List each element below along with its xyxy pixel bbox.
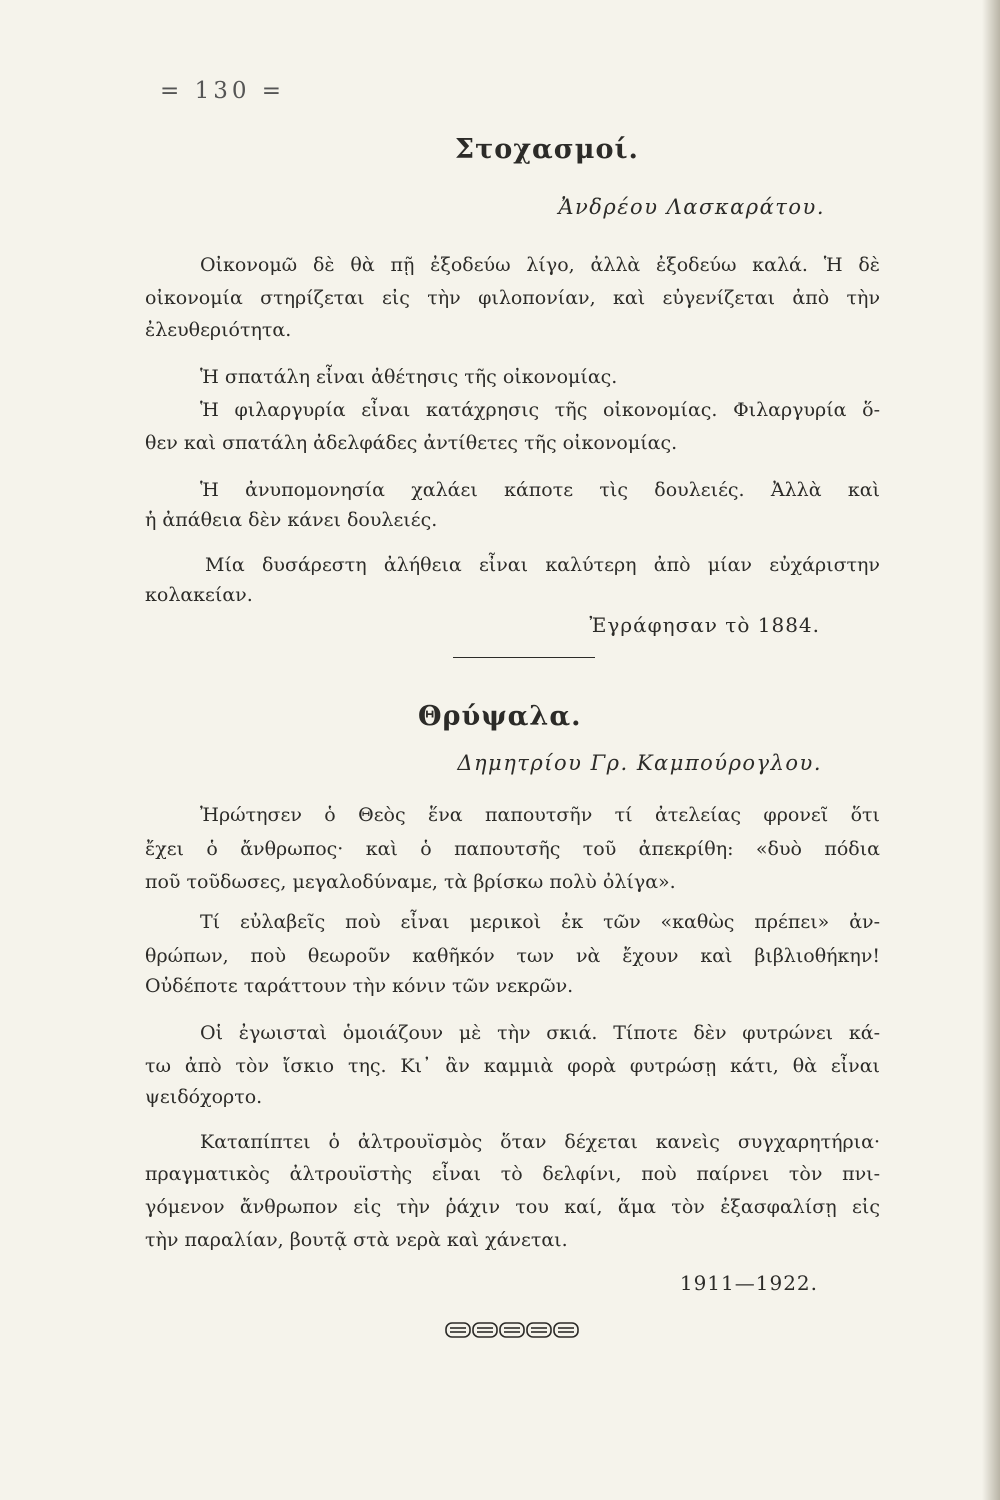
s1-p4-line-1: Ἡ ἀνυπομονησία χαλάει κάποτε τὶς δουλειές. Ἀλλὰ καὶ [200, 479, 880, 501]
s2-p2-line-2: θρώπων, ποὺ θεωροῦν καθῆκόν των νὰ ἔχουν καὶ βιβλιοθήκην! [145, 945, 880, 967]
section-2-date: 1911—1922. [679, 1271, 818, 1295]
s2-p3-line-2: τω ἀπὸ τὸν ἴσκιο της. Κι᾽ ἂν καμμιὰ φορὰ φυτρώσῃ κάτι, θὰ εἶναι [145, 1055, 880, 1077]
s2-p4-line-4: τὴν παραλίαν, βουτᾷ στὰ νερὰ καὶ χάνεται. [145, 1229, 568, 1251]
s2-p4-line-2: πραγματικὸς ἀλτρουϊστὴς εἶναι τὸ δελφίνι, ποὺ παίρνει τὸν πνι- [145, 1163, 880, 1185]
s1-p5-line-2: κολακείαν. [145, 584, 253, 606]
s1-p3-line-2: θεν καὶ σπατάλη ἀδελφάδες ἀντίθετες τῆς οἰκονομίας. [145, 432, 678, 454]
s2-p1-line-3: ποῦ τοῦδωσες, μεγαλοδύναμε, τὰ βρίσκω πολὺ ὀλίγα». [145, 871, 676, 893]
page-edge-shadow [982, 0, 1000, 1500]
s1-p1-line-3: ἐλευθεριότητα. [145, 319, 292, 341]
s2-p4-line-3: γόμενον ἄνθρωπον εἰς τὴν ῥάχιν του καί, ἅμα τὸν ἐξασφαλίσῃ εἰς [145, 1196, 880, 1218]
section-1-title: Στοχασμοί. [455, 134, 639, 165]
section-2-author: Δημητρίου Γρ. Καμπούρογλου. [457, 751, 822, 775]
s2-p2-line-1: Τί εὐλαβεῖς ποὺ εἶναι μερικοὶ ἐκ τῶν «καθὼς πρέπει» ἀν- [200, 911, 880, 933]
s1-p2-line-1: Ἡ σπατάλη εἶναι ἀθέτησις τῆς οἰκονομίας. [200, 366, 618, 388]
s2-p1-line-1: Ἠρώτησεν ὁ Θεὸς ἕνα παπουτσῆν τί ἀτελείας φρονεῖ ὅτι [200, 804, 880, 826]
section-1-date: Ἐγράφησαν τὸ 1884. [589, 613, 820, 637]
section-divider [453, 657, 595, 658]
s2-p3-line-1: Οἱ ἐγωισταὶ ὁμοιάζουν μὲ τὴν σκιά. Τίποτε δὲν φυτρώνει κά- [200, 1022, 880, 1044]
s1-p5-line-1: Μία δυσάρεστη ἀλήθεια εἶναι καλύτερη ἀπὸ μίαν εὐχάριστην [205, 554, 880, 576]
s2-p2-line-3: Οὐδέποτε ταράττουν τὴν κόνιν τῶν νεκρῶν. [145, 975, 574, 997]
s1-p3-line-1: Ἡ φιλαργυρία εἶναι κατάχρησις τῆς οἰκονομίας. Φιλαργυρία ὅ- [200, 399, 880, 421]
s2-p3-line-3: ψειδόχορτο. [145, 1086, 263, 1108]
page-number: = 130 = [160, 78, 286, 104]
section-2-title: Θρύψαλα. [418, 701, 582, 732]
s2-p4-line-1: Καταπίπτει ὁ ἀλτρουϊσμὸς ὅταν δέχεται κανεὶς συγχαρητήρια· [200, 1131, 880, 1153]
s1-p1-line-2: οἰκονομία στηρίζεται εἰς τὴν φιλοπονίαν, καὶ εὐγενίζεται ἀπὸ τὴν [145, 287, 880, 309]
s1-p4-line-2: ἡ ἀπάθεια δὲν κάνει δουλειές. [145, 509, 438, 531]
s1-p1-line-1: Οἰκονομῶ δὲ θὰ πῇ ἐξοδεύω λίγο, ἀλλὰ ἐξοδεύω καλά. Ἡ δὲ [200, 254, 880, 276]
section-1-author: Ἀνδρέου Λασκαράτου. [558, 195, 825, 219]
ornament-icon [445, 1320, 579, 1340]
s2-p1-line-2: ἔχει ὁ ἄνθρωπος· καὶ ὁ παπουτσῆς τοῦ ἀπεκρίθη: «δυὸ πόδια [145, 838, 880, 860]
